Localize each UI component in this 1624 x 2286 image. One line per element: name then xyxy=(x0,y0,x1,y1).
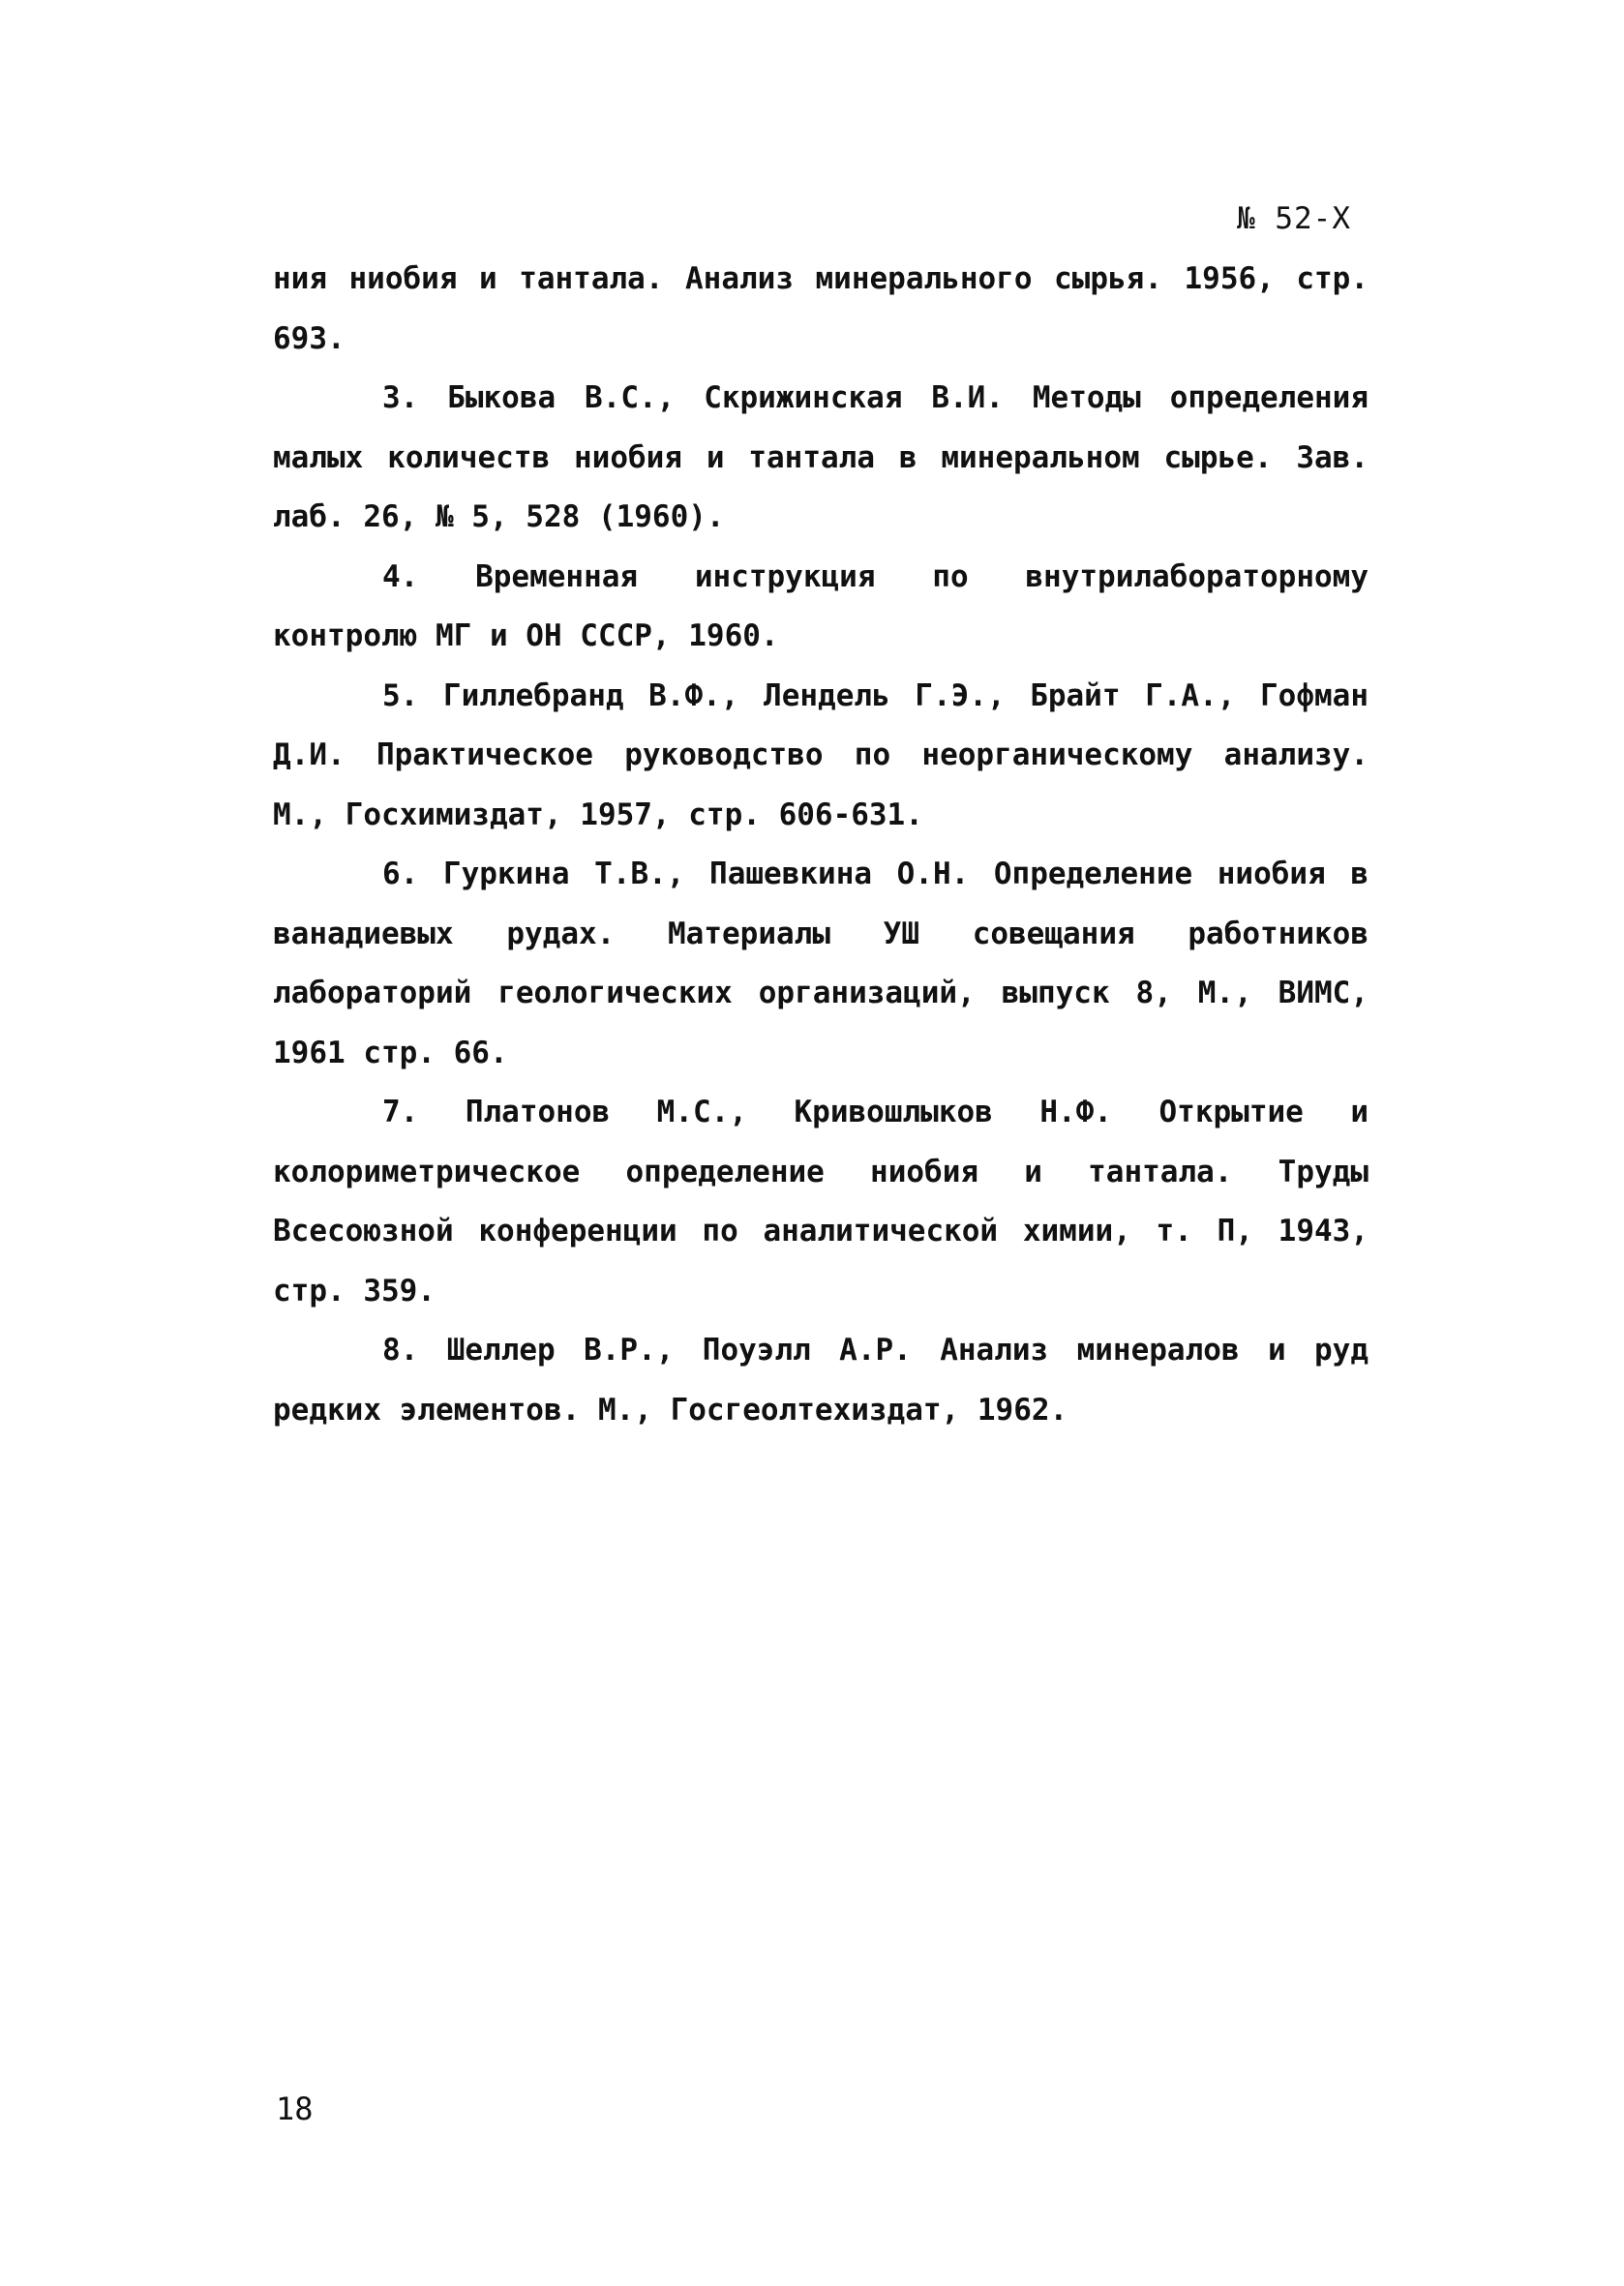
reference-list xyxy=(273,250,1368,1440)
reference-item-7: 7. Платонов М.С., Кривошлыков Н.Ф. Открытие и колориметрическое определение ниобия и тантала. Труды Всесоюзной конференции по аналитической химии, т. П, 1943, стр. 359. xyxy=(273,1095,1368,1308)
reference-item-3: 3. Быкова В.С., Скрижинская В.И. Методы определения малых количеств ниобия и тантала в минеральном сырье. Зав. лаб. 26, № 5, 528 (1960). xyxy=(273,380,1368,534)
document-number: № 52-Х xyxy=(1237,201,1351,236)
reference-item-4: 4. Временная инструкция по внутрилабораторному контролю МГ и ОН СССР, 1960. xyxy=(273,558,1368,653)
page-number: 18 xyxy=(276,2090,314,2127)
reference-item-6: 6. Гуркина Т.В., Пашевкина О.Н. Определение ниобия в ванадиевых рудах. Материалы УШ совещания работников лабораторий геологических организаций, выпуск 8, М., ВИМС, 1961 стр. 66. xyxy=(273,857,1368,1070)
reference-continuation: ния ниобия и тантала. Анализ минерального сырья. 1956, стр. 693. xyxy=(273,261,1368,356)
reference-item-5: 5. Гиллебранд В.Ф., Лендель Г.Э., Брайт Г.А., Гофман Д.И. Практическое руководство по неорганическому анализу. М., Госхимиздат, 1957, стр. 606-631. xyxy=(273,677,1368,832)
reference-item-8: 8. Шеллер В.Р., Поуэлл А.Р. Анализ минералов и руд редких элементов. М., Госгеолтехиздат, 1962. xyxy=(273,1333,1368,1428)
